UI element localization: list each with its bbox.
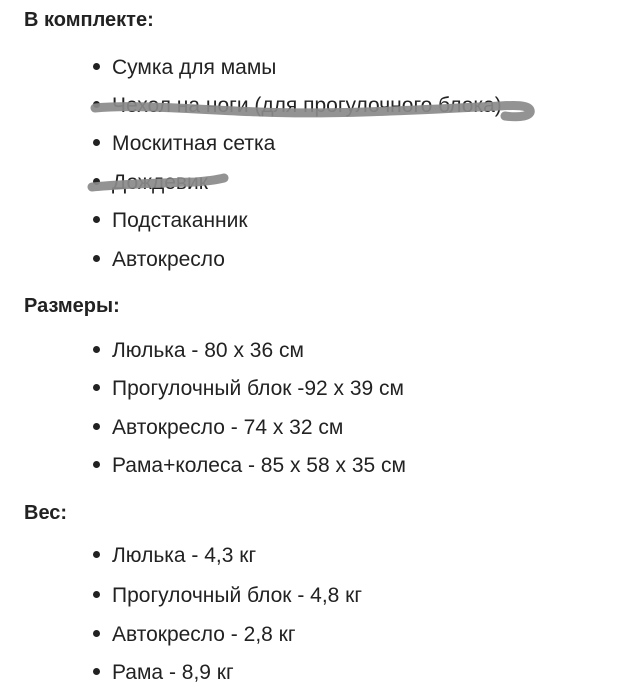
bullet-icon xyxy=(93,551,100,558)
list-item xyxy=(93,338,304,364)
list-item xyxy=(93,247,225,273)
list-item xyxy=(93,453,406,479)
bullet-icon xyxy=(93,178,100,185)
list-item-text: Люлька - 80 х 36 см xyxy=(112,339,304,362)
list-item-text: Автокресло - 2,8 кг xyxy=(112,623,296,646)
list-item-struck xyxy=(93,170,208,196)
list-item-text: Автокресло - 74 х 32 см xyxy=(112,416,344,439)
bullet-icon xyxy=(93,63,100,70)
list-item xyxy=(93,543,256,569)
list-item xyxy=(93,622,296,648)
section-heading-contents: В комплекте: xyxy=(24,9,154,31)
bullet-icon xyxy=(93,461,100,468)
list-item-text: Дождевик xyxy=(112,171,208,194)
list-item-text: Подстаканник xyxy=(112,209,248,232)
list-item-struck xyxy=(93,93,502,119)
list-item-text: Москитная сетка xyxy=(112,132,276,155)
bullet-icon xyxy=(93,255,100,262)
list-item xyxy=(93,583,362,609)
list-item xyxy=(93,415,343,441)
section-heading-sizes: Размеры: xyxy=(24,295,120,317)
list-item-text: Автокресло xyxy=(112,248,225,271)
list-item xyxy=(93,131,275,157)
list-item-text: Рама+колеса - 85 х 58 х 35 см xyxy=(112,454,406,477)
bullet-icon xyxy=(93,139,100,146)
bullet-icon xyxy=(93,384,100,391)
bullet-icon xyxy=(93,591,100,598)
list-item xyxy=(93,208,248,234)
list-item-text: Прогулочный блок - 4,8 кг xyxy=(112,584,363,607)
bullet-icon xyxy=(93,216,100,223)
list-item xyxy=(93,55,276,81)
list-item-text: Рама - 8,9 кг xyxy=(112,661,234,684)
list-item-text: Прогулочный блок -92 х 39 см xyxy=(112,377,404,400)
bullet-icon xyxy=(93,101,100,108)
bullet-icon xyxy=(93,346,100,353)
section-heading-weight: Вес: xyxy=(24,502,68,524)
bullet-icon xyxy=(93,423,100,430)
list-item-text: Чехол на ноги (для прогулочного блока) xyxy=(112,94,502,117)
bullet-icon xyxy=(93,630,100,637)
list-item xyxy=(93,660,234,686)
list-item xyxy=(93,376,404,402)
list-item-text: Люлька - 4,3 кг xyxy=(112,544,257,567)
bullet-icon xyxy=(93,668,100,675)
list-item-text: Сумка для мамы xyxy=(112,56,277,79)
